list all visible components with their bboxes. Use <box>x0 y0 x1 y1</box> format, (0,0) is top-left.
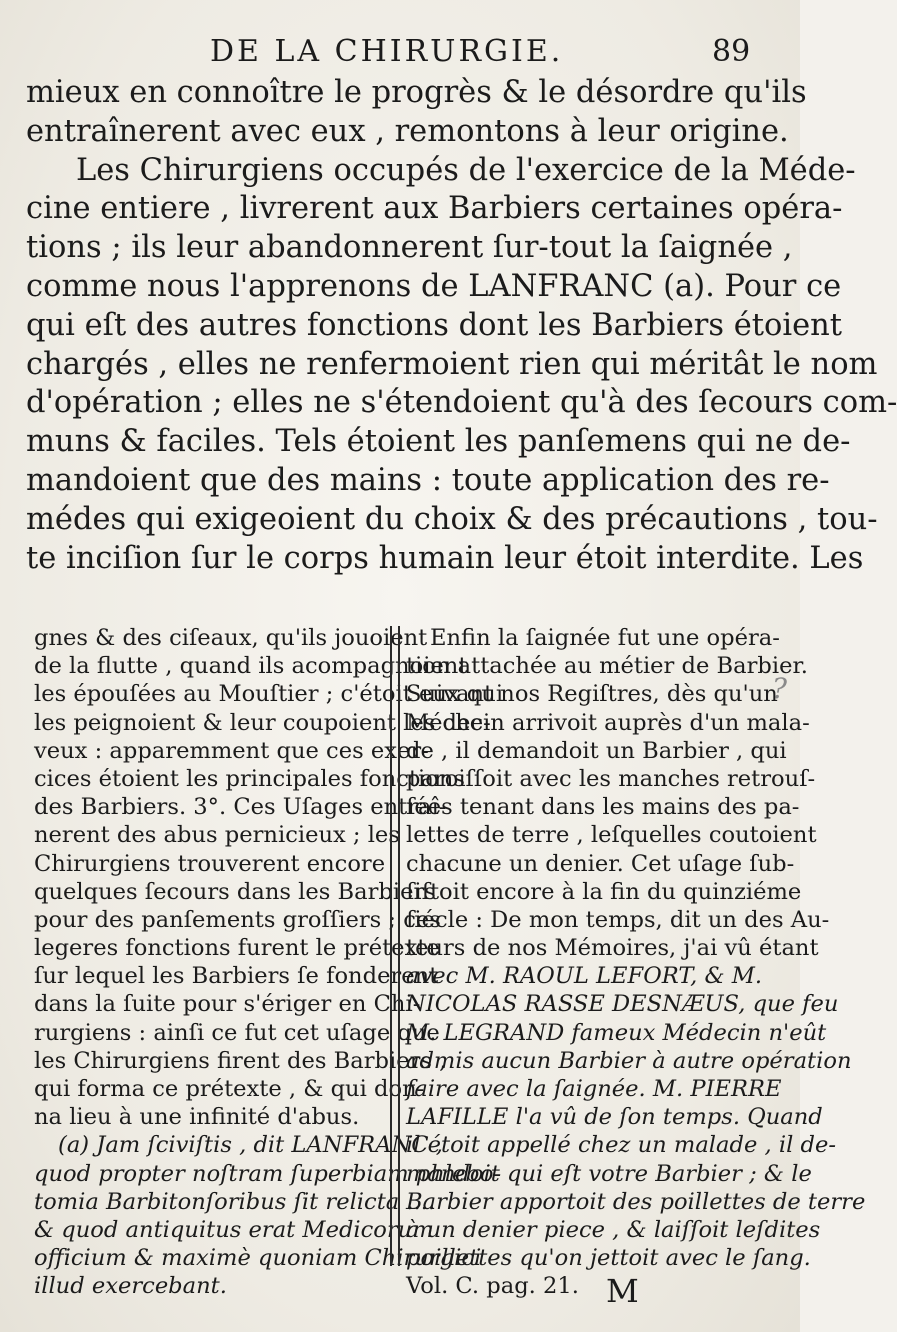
column-line: rurgiens : ainſi ce fut cet uſage que <box>34 1019 440 1046</box>
column-line: poillettes qu'on jettoit avec le ſang. <box>406 1245 811 1272</box>
column-line: veux : apparemment que ces exer- <box>34 737 429 764</box>
page-number: 89 <box>712 34 751 69</box>
column-line: les épouſées au Mouſtier ; c'étoit eux qui <box>34 681 504 708</box>
main-line: te inciſion ſur le corps humain leur étoit interdite. Les <box>26 540 864 576</box>
column-line: à un denier piece , & laiſſoit leſdites <box>406 1216 821 1243</box>
column-line: les Chirurgiens firent des Barbiers , <box>34 1047 447 1074</box>
main-line: d'opération ; elles ne s'étendoient qu'à des ſecours com- <box>26 385 897 421</box>
column-line: LAFILLE l'a vû de ſon temps. Quand <box>406 1104 823 1131</box>
column-line: na lieu à une infinité d'abus. <box>34 1104 360 1131</box>
column-line: faire avec la ſaignée. M. PIERRE <box>406 1076 782 1102</box>
footnote-line: illud exercebant. <box>34 1273 227 1300</box>
column-line: M. LEGRAND fameux Médecin n'eût <box>406 1019 827 1046</box>
column-line: chacune un denier. Cet uſage ſub- <box>406 850 795 877</box>
main-line: mandoient que des mains : toute application des re- <box>26 462 830 498</box>
column-line: quelques ſecours dans les Barbiers <box>34 878 436 905</box>
main-line: cine entiere , livrerent aux Barbiers certaines opéra- <box>26 191 843 227</box>
column-line: Vol. C. pag. 21. <box>406 1273 579 1300</box>
running-title: DE LA CHIRURGIE. <box>210 34 564 69</box>
main-line: Les Chirurgiens occupés de l'exercice de la Méde- <box>76 152 856 188</box>
column-divider <box>390 626 400 1266</box>
margin-annotation: ? <box>772 672 788 705</box>
footnote-line: & quod antiquitus erat Medicorum <box>34 1216 434 1243</box>
signature-mark: M <box>606 1272 639 1310</box>
column-line: ſées tenant dans les mains des pa- <box>406 794 800 821</box>
column-line: Suivant nos Regiſtres, dès qu'un <box>406 681 778 708</box>
column-line: Barbier apportoit des poillettes de terre <box>406 1188 866 1215</box>
main-line: comme nous l'apprenons de LANFRANC (a). Pour ce <box>26 268 842 304</box>
footnote-line: (a) Jam ſciviſtis , dit LANFRANC , <box>58 1132 443 1159</box>
column-line: ſur lequel les Barbiers ſe fonderent <box>34 963 439 990</box>
right-footnote-column <box>406 624 866 1301</box>
column-line: de la flutte , quand ils acompagnoient <box>34 653 468 680</box>
column-line: paroiſſoit avec les manches retrouſ- <box>406 765 816 792</box>
footnote-line: tomia Barbitonſoribus ſit relicta .... <box>34 1188 436 1215</box>
page-header <box>0 28 800 72</box>
column-line: pour des panſements groſſiers ; ces <box>34 906 441 933</box>
column-line: tion attachée au métier de Barbier. <box>406 653 808 680</box>
column-line: de , il demandoit un Barbier , qui <box>406 737 787 764</box>
column-line: gnes & des ciſeaux, qu'ils jouoient <box>34 625 428 651</box>
column-line: Enfin la ſaignée fut une opéra- <box>430 625 780 651</box>
column-line: qui forma ce prétexte , & qui don- <box>34 1076 425 1102</box>
column-line: avec M. RAOUL LEFORT, & M. <box>406 963 763 990</box>
column-line: teurs de nos Mémoires, j'ai vû étant <box>406 935 819 962</box>
column-line: les peignoient & leur coupoient les che- <box>34 709 491 736</box>
column-line: ſiſtoit encore à la fin du quinziéme <box>406 878 802 905</box>
footnote-line: quod propter noſtram ſuperbiam phlebo- <box>34 1160 502 1187</box>
column-line: mandoit qui eſt votre Barbier ; & le <box>406 1160 812 1187</box>
column-line: lettes de terre , leſquelles coutoient <box>406 822 817 849</box>
column-line: dans la ſuite pour s'ériger en Chi- <box>34 991 421 1018</box>
column-line: cices étoient les principales fonctions <box>34 765 465 792</box>
column-line: nerent des abus pernicieux ; les <box>34 822 400 849</box>
main-paragraph <box>26 74 897 578</box>
main-line: tions ; ils leur abandonnerent ſur-tout la ſaignée , <box>26 230 793 266</box>
column-line: NICOLAS RASSE DESNÆUS, que feu <box>406 991 839 1018</box>
column-line: des Barbiers. 3°. Ces Uſages entraî- <box>34 794 447 821</box>
main-line: entraînerent avec eux , remontons à leur origine. <box>26 113 789 149</box>
main-line: chargés , elles ne renfermoient rien qui méritât le nom <box>26 346 878 382</box>
column-line: Médecin arrivoit auprès d'un mala- <box>406 709 810 736</box>
column-line: admis aucun Barbier à autre opération <box>406 1047 852 1074</box>
main-line: mieux en connoître le progrès & le désordre qu'ils <box>26 75 807 110</box>
main-line: médes qui exigeoient du choix & des précautions , tou- <box>26 501 878 537</box>
column-line: il étoit appellé chez un malade , il de- <box>406 1132 836 1159</box>
main-line: qui eſt des autres fonctions dont les Barbiers étoient <box>26 307 843 343</box>
main-line: muns & faciles. Tels étoient les panſemens qui ne de- <box>26 424 851 460</box>
column-line: Chirurgiens trouverent encore <box>34 850 386 877</box>
footnote-line: officium & maximè quoniam Chirurgici <box>34 1245 482 1272</box>
column-line: legeres fonctions furent le prétexte <box>34 935 440 962</box>
column-line: ſiécle : De mon temps, dit un des Au- <box>406 906 830 933</box>
